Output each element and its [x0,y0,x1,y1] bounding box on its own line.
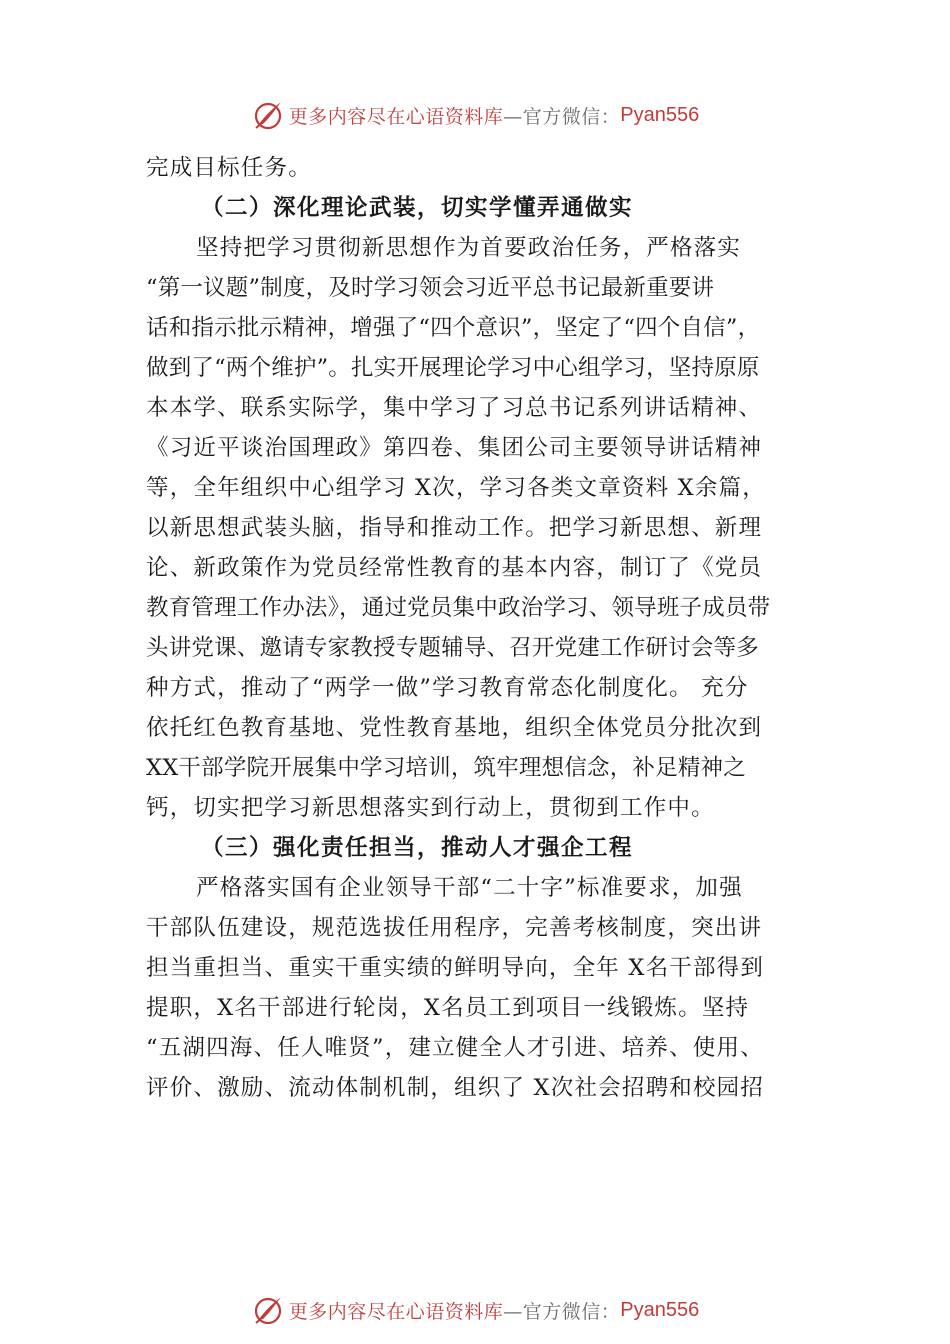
text-line: 做到了“两个维护”。扎实开展理论学习中心组学习，坚持原原 [146,355,760,381]
text-line: 严格落实国有企业领导干部“二十字”标准要求，加强 [196,875,743,901]
text-line: 完成目标任务。 [146,155,312,181]
text-line: 依托红色教育基地、党性教育基地，组织全体党员分批次到 [146,715,763,741]
watermark-header [0,95,950,135]
text-line: 干部队伍建设，规范选拔任用程序，完善考核制度，突出讲 [146,915,763,941]
text-line: 教育管理工作办法》，通过党员集中政治学习、领导班子成员带 [146,595,771,621]
document-body [146,148,826,1108]
text-line: “第一议题”制度，及时学习领会习近平总书记最新重要讲 [146,275,715,301]
text-line: XX干部学院开展集中学习培训，筑牢理想信念，补足精神之 [146,755,746,781]
text-line: 担当重担当、重实干重实绩的鲜明导向，全年 X名干部得到 [146,955,765,981]
section-heading: （二）深化理论武装，切实学懂弄通做实 [201,195,634,221]
watermark-title: 更多内容尽在心语资料库 [288,105,504,128]
watermark-footer [0,1290,950,1330]
section-heading: （三）强化责任担当，推动人才强企工程 [201,835,634,861]
watermark-wechat-id: Pyan556 [620,1298,700,1321]
text-line: 提职，X名干部进行轮岗，X名员工到项目一线锻炼。坚持 [146,995,750,1021]
text-line: 话和指示批示精神，增强了“四个意识”，坚定了“四个自信”， [146,315,761,341]
quill-logo-icon [251,1293,285,1327]
text-line: 评价、激励、流动体制机制，组织了 X次社会招聘和校园招 [146,1075,765,1101]
text-line: 头讲党课、邀请专家教授专题辅导、召开党建工作研讨会等多 [146,635,759,661]
text-line: 本本学、联系实际学，集中学习了习总书记系列讲话精神、 [146,395,763,421]
text-line: 钙，切实把学习新思想落实到行动上，贯彻到工作中。 [146,795,715,821]
watermark-wechat-id: Pyan556 [620,103,700,126]
watermark-wechat-label: —官方微信： [503,105,621,128]
watermark-wechat-label: —官方微信： [503,1300,621,1323]
watermark-title: 更多内容尽在心语资料库 [288,1300,504,1323]
text-line: 论、新政策作为党员经常性教育的基本内容，制订了《党员 [146,555,763,581]
text-line: “五湖四海、任人唯贤”，建立健全人才引进、培养、使用、 [146,1035,764,1061]
text-line: 坚持把学习贯彻新思想作为首要政治任务，严格落实 [196,235,742,261]
quill-logo-icon [251,98,285,132]
text-line: 《习近平谈治国理政》第四卷、集团公司主要领导讲话精神 [146,435,763,461]
text-line: 等，全年组织中心组学习 X次，学习各类文章资料 X余篇， [146,475,766,501]
text-line: 种方式，推动了“两学一做”学习教育常态化制度化。 充分 [146,675,749,701]
text-line: 以新思想武装头脑，指导和推动工作。把学习新思想、新理 [146,515,763,541]
